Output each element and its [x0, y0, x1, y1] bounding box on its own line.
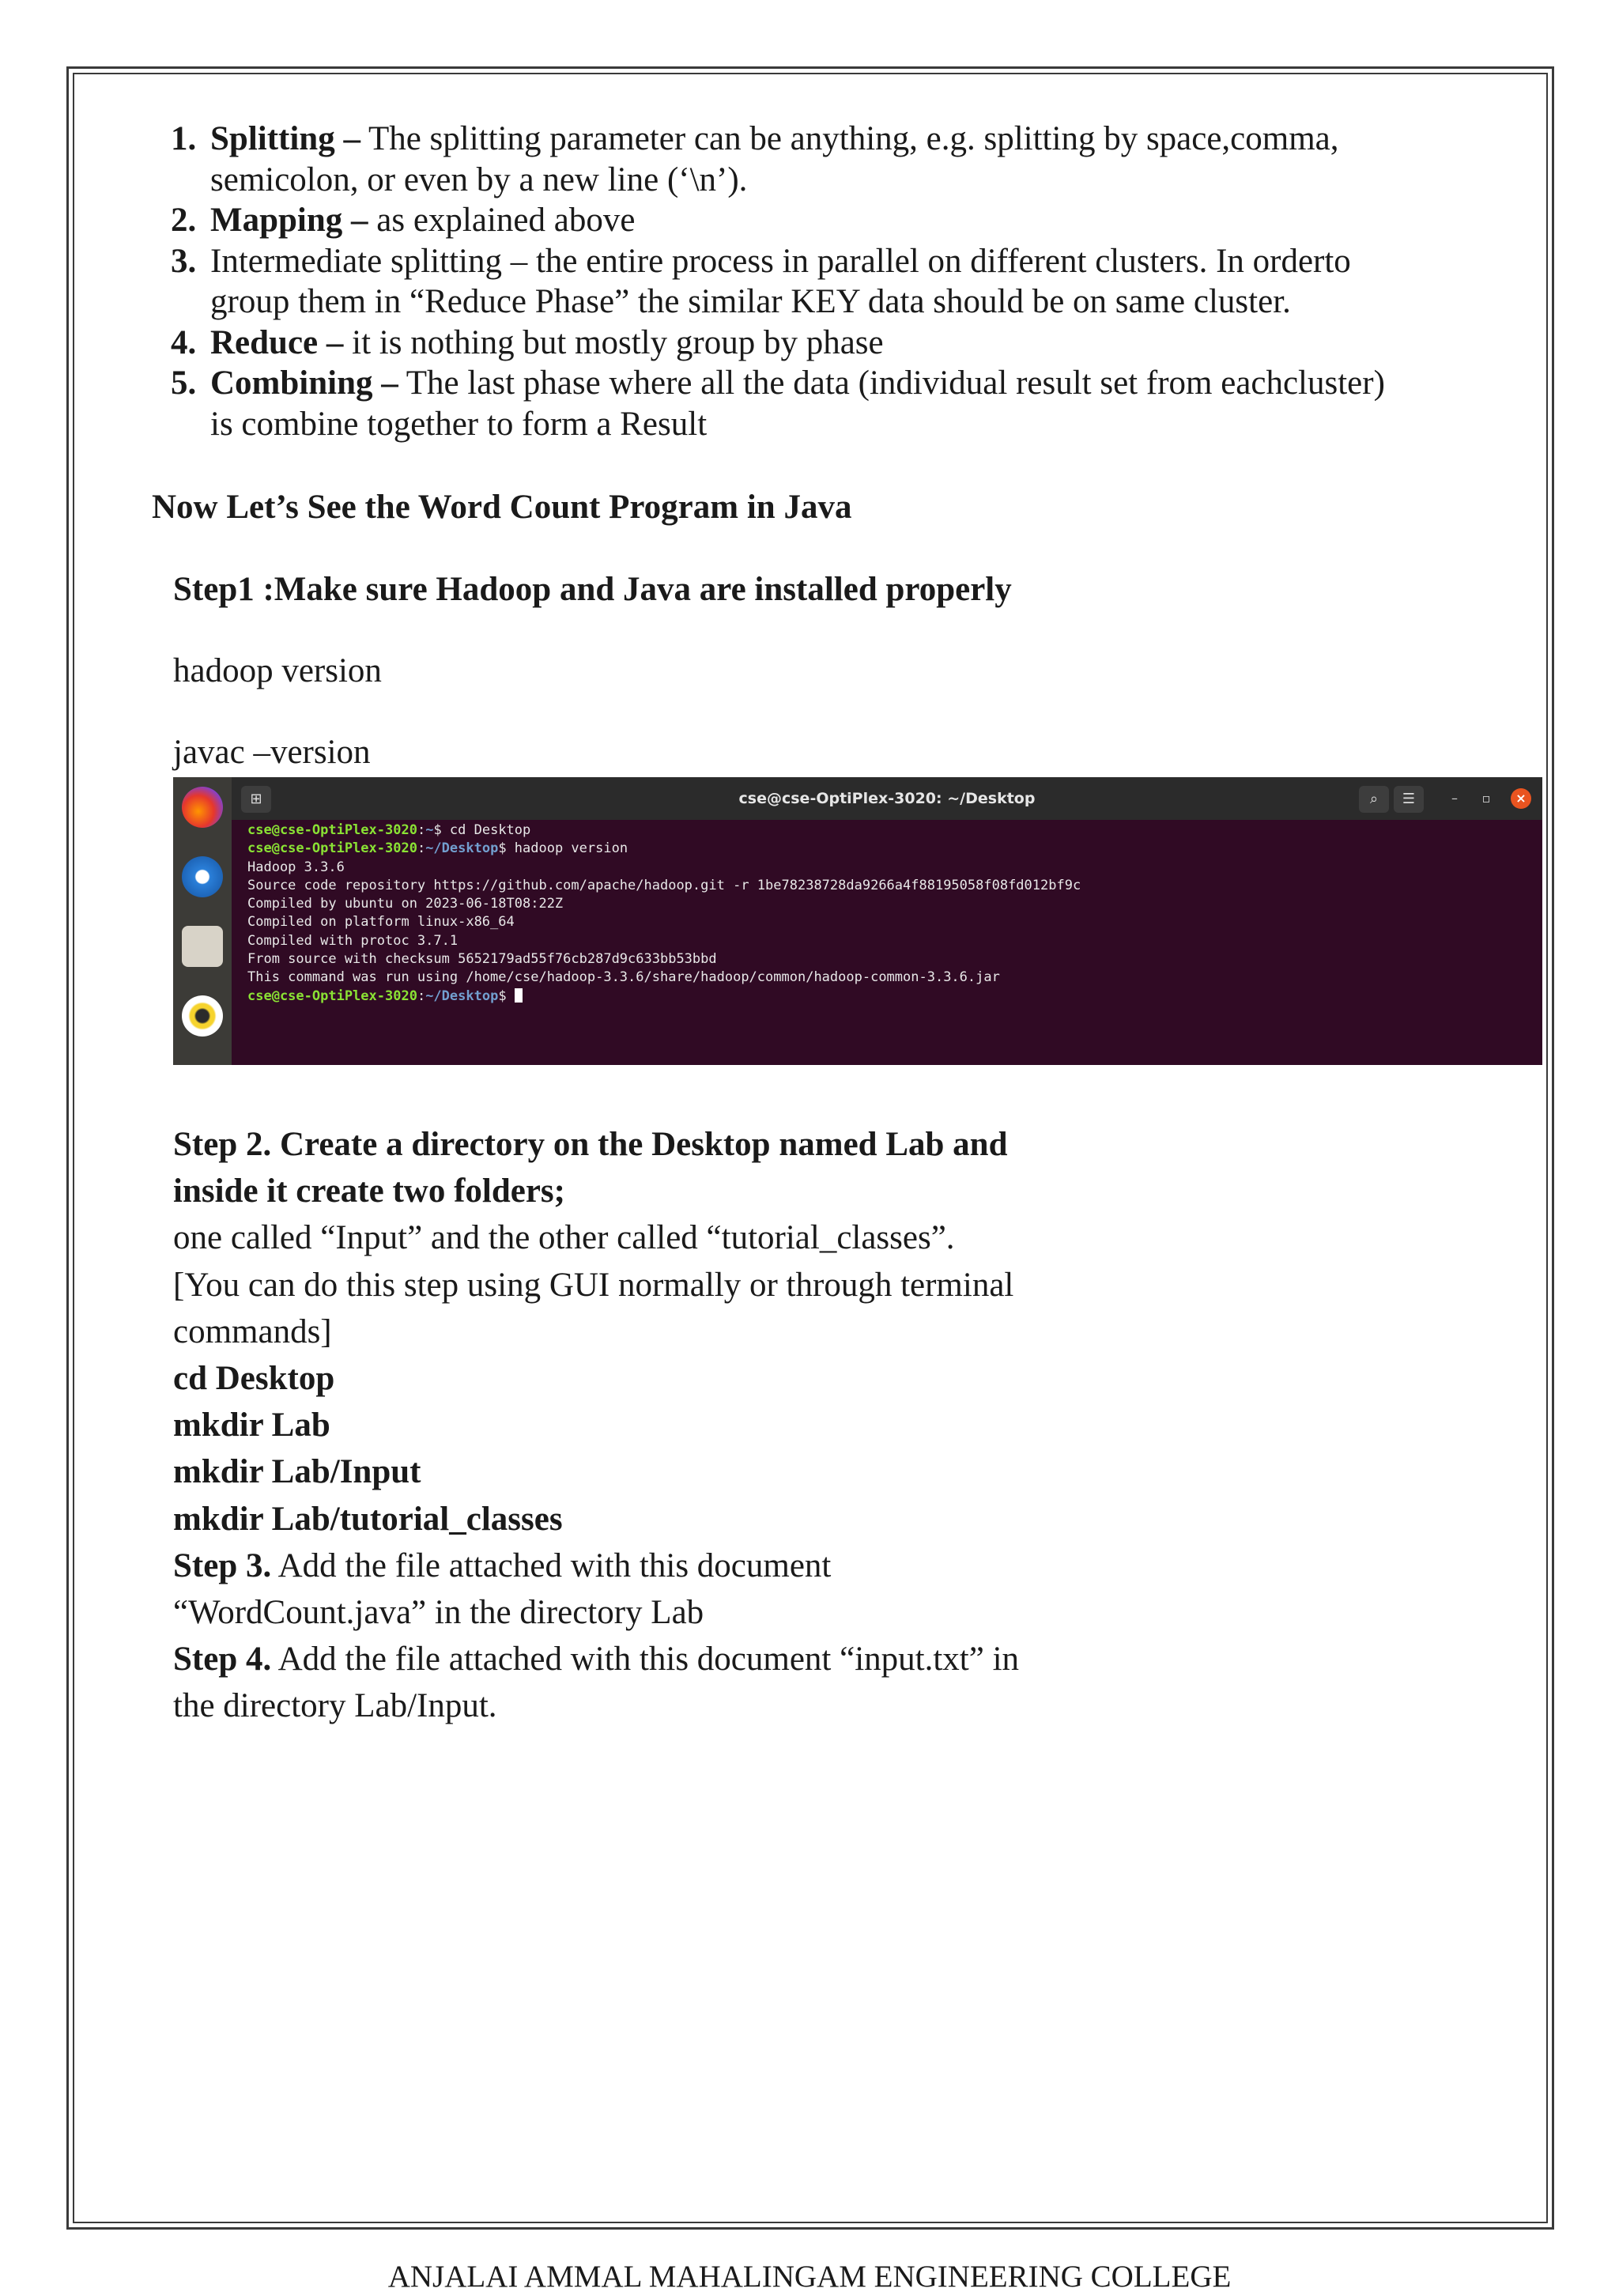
list-term: Combining – — [210, 364, 398, 402]
prompt-path: ~ — [425, 822, 434, 838]
prompt-path: ~/Desktop — [425, 988, 499, 1004]
terminal-command: $ hadoop version — [498, 840, 628, 857]
list-text: The last phase where all the data (individual result set from eachcluster) is combine together to form a Result — [210, 364, 1385, 443]
list-item — [171, 323, 1404, 364]
new-tab-icon[interactable]: ⊞ — [241, 786, 271, 813]
javac-version-command: javac –version — [173, 734, 371, 771]
list-number: 1. — [171, 120, 197, 157]
terminal-screenshot — [173, 777, 1542, 1065]
step4-text: Add the file attached with this document “input.txt” in — [271, 1641, 1020, 1679]
prompt-user: cse@cse-OptiPlex-3020 — [247, 840, 417, 857]
step3-text: Add the file attached with this document — [271, 1546, 832, 1584]
search-icon[interactable]: ⌕ — [1359, 786, 1389, 813]
step3-line1 — [173, 1543, 1406, 1589]
prompt-user: cse@cse-OptiPlex-3020 — [247, 822, 417, 838]
list-item — [171, 119, 1404, 200]
list-term: Mapping – — [210, 202, 368, 239]
list-text: Intermediate splitting – the entire process in parallel on different clusters. In orderto group them in “Reduce Phase” the similar KEY data should be on same cluster. — [210, 242, 1351, 320]
terminal-line: Compiled with protoc 3.7.1 — [247, 932, 459, 949]
close-icon[interactable]: × — [1511, 788, 1531, 809]
step2-heading-line2: inside it create two folders; — [173, 1173, 565, 1210]
mapreduce-phases-list — [171, 119, 1404, 444]
list-number: 2. — [171, 202, 197, 239]
list-text: it is nothing but mostly group by phase — [343, 323, 884, 361]
step3-line2: “WordCount.java” in the directory Lab — [173, 1594, 704, 1632]
command-line: mkdir Lab/tutorial_classes — [173, 1500, 563, 1538]
list-term: Splitting – — [210, 120, 360, 157]
terminal-line: This command was run using /home/cse/hadoop-3.3.6/share/hadoop/common/hadoop-common-3.3.6.jar — [247, 969, 1000, 986]
files-icon — [182, 926, 223, 967]
terminal-line: cse@cse-OptiPlex-3020:~$ cd Desktop — [247, 822, 531, 838]
command-line: mkdir Lab — [173, 1407, 330, 1444]
prompt-path: ~/Desktop — [425, 840, 499, 857]
list-item — [171, 241, 1404, 323]
command-line: mkdir Lab/Input — [173, 1453, 421, 1491]
step4-line1 — [173, 1636, 1406, 1682]
terminal-line: Source code repository https://github.com/apache/hadoop.git -r 1be78238728da9266a4f88195058f08fd012bf9c — [247, 877, 1081, 893]
prompt-symbol: $ — [498, 988, 515, 1004]
command-line: cd Desktop — [173, 1360, 335, 1398]
rhythmbox-icon — [182, 995, 223, 1037]
terminal-title: cse@cse-OptiPlex-3020: ~/Desktop — [738, 790, 1036, 807]
step2-heading-line1: Step 2. Create a directory on the Desktop named Lab and — [173, 1126, 1008, 1163]
hadoop-version-command: hadoop version — [173, 652, 382, 689]
list-text: The splitting parameter can be anything, e.g. splitting by space,comma, semicolon, or even by a new line (‘\n’). — [210, 120, 1339, 198]
firefox-icon — [182, 787, 223, 828]
maximize-icon[interactable]: ▫ — [1481, 791, 1491, 806]
list-item — [171, 200, 1404, 241]
prompt-user: cse@cse-OptiPlex-3020 — [247, 988, 417, 1004]
minimize-icon[interactable]: – — [1451, 791, 1458, 806]
list-number: 5. — [171, 364, 197, 402]
list-number: 4. — [171, 323, 197, 361]
terminal-cursor — [515, 988, 523, 1003]
list-text: as explained above — [368, 202, 636, 239]
terminal-output — [232, 821, 1542, 1006]
thunderbird-icon — [182, 856, 223, 897]
menu-icon[interactable]: ☰ — [1394, 786, 1424, 813]
terminal-line: Compiled by ubuntu on 2023-06-18T08:22Z — [247, 896, 564, 912]
terminal-command: $ cd Desktop — [433, 822, 531, 838]
ubuntu-dock — [173, 777, 232, 1065]
step4-line2: the directory Lab/Input. — [173, 1687, 497, 1725]
terminal-line: Hadoop 3.3.6 — [247, 859, 345, 875]
step2-text: [You can do this step using GUI normally or through terminal — [173, 1266, 1014, 1304]
terminal-line[interactable]: cse@cse-OptiPlex-3020:~/Desktop$ — [247, 988, 1542, 1006]
list-item — [171, 363, 1404, 444]
terminal-line: From source with checksum 5652179ad55f76cb287d9c633bb53bbd — [247, 951, 717, 968]
page-footer: ANJALAI AMMAL MAHALINGAM ENGINEERING COLLEGE — [387, 2260, 1232, 2294]
step3-label: Step 3. — [173, 1546, 272, 1584]
list-term: Reduce – — [210, 323, 344, 361]
step2-text: one called “Input” and the other called “tutorial_classes”. — [173, 1219, 955, 1257]
terminal-titlebar — [232, 777, 1542, 820]
terminal-line: Compiled on platform linux-x86_64 — [247, 914, 515, 931]
step4-label: Step 4. — [173, 1641, 272, 1679]
list-number: 3. — [171, 242, 197, 280]
terminal-line: cse@cse-OptiPlex-3020:~/Desktop$ hadoop version — [247, 840, 628, 857]
section-heading: Now Let’s See the Word Count Program in Java — [152, 489, 852, 526]
step2-text: commands] — [173, 1312, 332, 1350]
step1-heading: Step1 :Make sure Hadoop and Java are installed properly — [173, 571, 1012, 608]
steps-section — [173, 1121, 1406, 1730]
